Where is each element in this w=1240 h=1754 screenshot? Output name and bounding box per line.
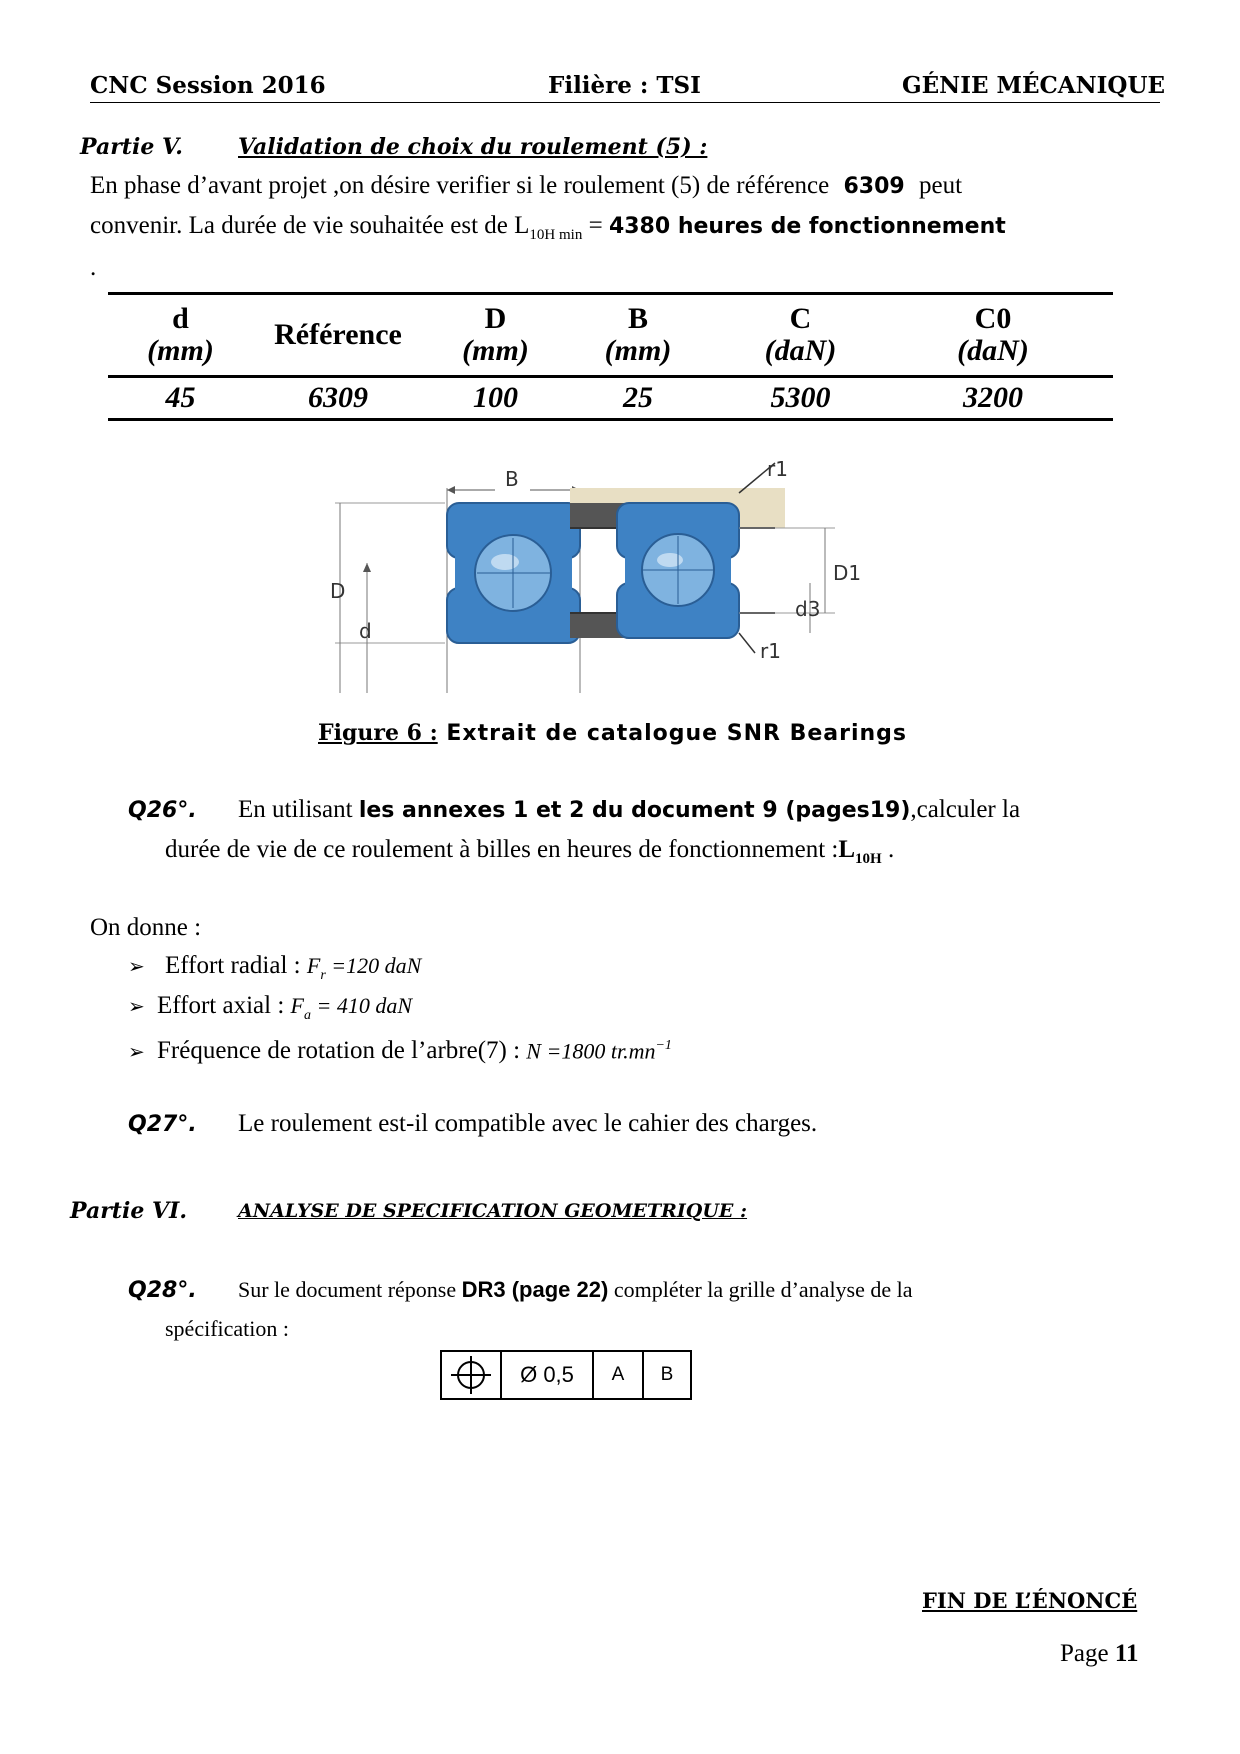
header-center: Filière : TSI <box>548 72 701 99</box>
given-item-frequency: ➢ Fréquence de rotation de l’arbre(7) : N =1800 $tr.mn^{-1}$ <box>128 1037 672 1065</box>
part5-label: Partie V. <box>80 134 183 160</box>
catalog-cell-d: 45 <box>165 381 196 414</box>
catalog-header-B: B (mm) <box>604 302 672 367</box>
catalog-cell-C: 5300 <box>770 381 831 414</box>
q26-line1: En utilisant les annexes 1 et 2 du document 9 (pages19),calculer la <box>238 796 1021 823</box>
q28-line1: Sur le document réponse DR3 (page 22) compléter la grille d’analyse de la <box>238 1277 913 1302</box>
q26-number: Q26°. <box>128 798 197 823</box>
arrow-bullet-icon: ➢ <box>128 1041 145 1064</box>
label-d: d <box>359 619 372 643</box>
given-title: On donne : <box>90 914 202 941</box>
part5-intro-dot: . <box>90 254 97 281</box>
label-D1: D1 <box>833 561 862 585</box>
catalog-cell-D: 100 <box>473 381 518 414</box>
bearing-figure <box>330 457 955 698</box>
catalog-data-row <box>108 378 1113 418</box>
feature-control-frame <box>440 1350 692 1400</box>
datum-b: B <box>660 1364 674 1385</box>
tolerance-value: Ø 0,5 <box>502 1352 594 1398</box>
bearing-left-drawing <box>335 486 580 693</box>
position-tolerance-icon <box>442 1352 502 1398</box>
arrow-bullet-icon: ➢ <box>128 996 145 1018</box>
given-item-axial: ➢ Effort axial : $F_a = 410$ daN <box>128 992 413 1023</box>
label-r1-bottom: r1 <box>760 639 781 663</box>
q28-number: Q28°. <box>128 1278 197 1303</box>
bearing-right-drawing <box>570 463 835 653</box>
part5-intro-line2: convenir. La durée de vie souhaitée est de $L_{10H min} = 4380$ heures de fonctionnement <box>90 212 1006 243</box>
catalog-header-D: D (mm) <box>462 302 529 367</box>
catalog-table <box>108 292 1113 421</box>
label-D: D <box>330 579 346 603</box>
q26-line2: durée de vie de ce roulement à billes en heures de fonctionnement $:L_{10H}$ . <box>165 836 895 867</box>
catalog-header-reference: Référence <box>274 318 402 351</box>
end-of-statement: FIN DE L’ÉNONCÉ <box>922 1588 1138 1613</box>
label-r1-top: r1 <box>767 457 788 481</box>
part6-label: Partie VI. <box>70 1198 187 1224</box>
part5-title: Validation de choix du roulement (5) : <box>238 134 708 160</box>
page-number: Page 11 <box>1060 1640 1139 1667</box>
catalog-cell-B: 25 <box>623 381 653 414</box>
part5-intro-line1: En phase d’avant projet ,on désire verifier si le roulement (5) de référence 6309 peut <box>90 172 963 199</box>
catalog-cell-C0: 3200 <box>963 381 1023 414</box>
q28-line2: spécification : <box>165 1316 290 1341</box>
arrow-bullet-icon: ➢ <box>128 956 145 978</box>
datum-a: A <box>594 1352 644 1398</box>
catalog-header-row <box>108 295 1113 375</box>
q27-text: Le roulement est-il compatible avec le cahier des charges. <box>238 1110 818 1137</box>
figure-caption: Figure 6 : Extrait de catalogue SNR Bearings <box>318 720 908 746</box>
catalog-cell-reference: 6309 <box>308 381 368 414</box>
catalog-header-C0: C0 (daN) <box>957 302 1029 367</box>
label-B-text: B <box>505 467 519 491</box>
header-left: CNC Session 2016 <box>90 72 326 99</box>
label-d3: d3 <box>795 597 821 621</box>
header-right: GÉNIE MÉCANIQUE <box>902 72 1166 99</box>
catalog-header-d: d (mm) <box>147 302 214 367</box>
catalog-header-C: C (daN) <box>764 302 837 367</box>
header-rule <box>90 102 1160 103</box>
part6-title: ANALYSE DE SPECIFICATION GEOMETRIQUE : <box>238 1200 748 1222</box>
q27-number: Q27°. <box>128 1112 197 1137</box>
given-item-radial: ➢ Effort radial : $F_r =120$ daN <box>128 952 422 983</box>
